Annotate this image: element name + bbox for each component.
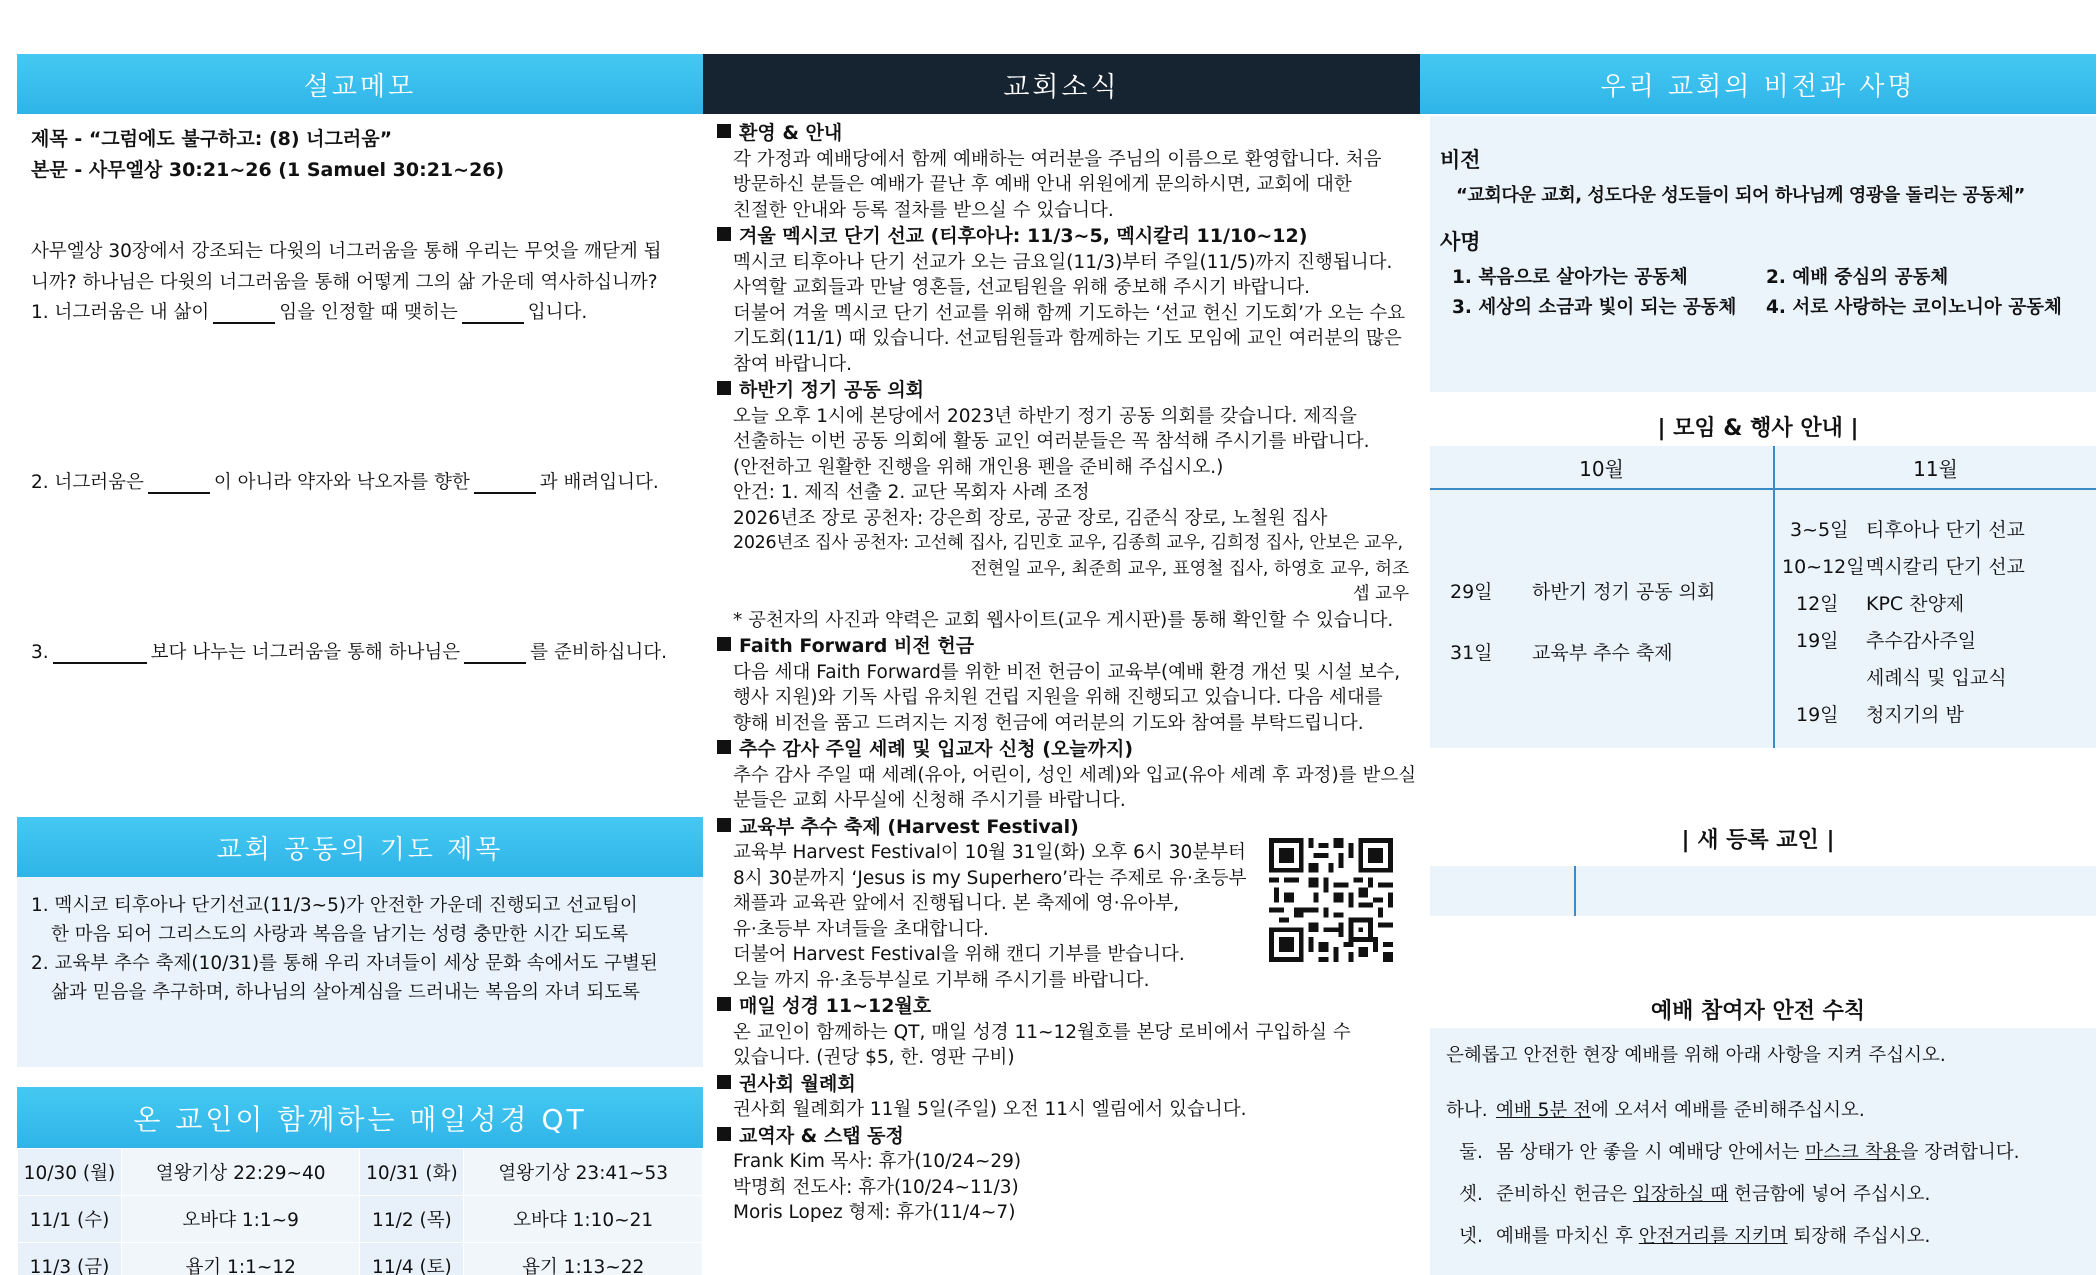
news-heading — [717, 121, 1417, 147]
news-line: 안건: 1. 제직 선출 2. 교단 목회자 사례 조정 — [733, 482, 1090, 503]
events-oct-header: 10월 — [1579, 456, 1624, 481]
qt-date: 11/4 (토) — [360, 1243, 464, 1275]
rule-emphasis: 마스크 착용 — [1805, 1142, 1901, 1163]
question-text: 1. 너그러움은 내 삶이 — [31, 302, 210, 323]
bullet-square-icon — [717, 740, 731, 754]
question-text: 보다 나누는 너그러움을 통해 하나님은 — [150, 642, 461, 663]
safety-rule — [1446, 1180, 1930, 1206]
event-text: 티후아나 단기 선교 — [1866, 519, 2025, 541]
question-text: 과 배려입니다. — [539, 472, 659, 493]
sermon-question-2 — [31, 468, 659, 494]
news-heading-text: 교육부 추수 축제 (Harvest Festival) — [739, 815, 1079, 838]
news-line: 참여 바랍니다. — [733, 353, 852, 375]
mission-item: 2. 예배 중심의 공동체 — [1766, 267, 1949, 288]
qt-date: 11/2 (목) — [360, 1196, 464, 1243]
qt-date: 11/1 (수) — [18, 1196, 122, 1243]
question-text: 이 아니라 약자와 낙오자를 향한 — [213, 472, 470, 493]
safety-intro: 은혜롭고 안전한 현장 예배를 위해 아래 사항을 지켜 주십시오. — [1446, 1045, 1946, 1066]
qt-passage: 열왕기상 23:41~53 — [464, 1149, 703, 1196]
new-members-table — [1430, 866, 2096, 916]
vision-header: 우리 교회의 비전과 사명 — [1420, 54, 2096, 114]
vision-label: 비전 — [1440, 148, 1481, 172]
news-line: 유·초등부 자녀들을 초대합니다. — [733, 918, 989, 940]
news-line: 방문하신 분들은 예배가 끝난 후 예배 안내 위원에게 문의하시면, 교회에 대한 — [733, 174, 1352, 195]
rule-text: 헌금함에 넣어 주십시오. — [1728, 1184, 1931, 1205]
bullet-square-icon — [717, 381, 731, 395]
news-heading — [717, 378, 1417, 404]
news-line: 2026년조 집사 공천자: 고선혜 집사, 김민호 교우, 김종희 교우, 김희정 집사, 안보은 교우, — [733, 533, 1403, 553]
bullet-square-icon — [717, 1127, 731, 1141]
news-line: 교육부 Harvest Festival이 10월 31일(화) 오후 6시 30분부터 — [733, 842, 1246, 863]
news-line: 채플과 교육관 앞에서 진행됩니다. 본 축제에 영·유아부, — [733, 893, 1180, 914]
events-divider — [1773, 446, 1775, 748]
events-nov-header: 11월 — [1913, 456, 1958, 481]
question-text: 입니다. — [527, 302, 588, 323]
mission-item: 4. 서로 사랑하는 코이노니아 공동체 — [1766, 297, 2062, 318]
sermon-scripture: 본문 - 사무엘상 30:21~26 (1 Samuel 30:21~26) — [31, 159, 505, 181]
news-line: 오늘 까지 유·초등부실로 기부해 주시기를 바랍니다. — [733, 969, 1150, 991]
bullet-square-icon — [717, 997, 731, 1011]
safety-title: 예배 참여자 안전 수칙 — [1650, 999, 1866, 1024]
mission-item: 3. 세상의 소금과 빛이 되는 공동체 — [1452, 297, 1737, 318]
rule-emphasis: 입장하실 때 — [1632, 1184, 1729, 1205]
news-line: 친절한 안내와 등록 절차를 받으실 수 있습니다. — [733, 199, 1114, 221]
prayer-line: 2. 교육부 추수 축제(10/31)를 통해 우리 자녀들이 세상 문화 속에서도 구별된 — [31, 953, 658, 974]
sermon-heading — [31, 124, 504, 186]
news-heading — [717, 815, 1417, 841]
prayer-line: 삶과 믿음을 추구하며, 하나님의 살아계심을 드러내는 복음의 자녀 되도록 — [51, 982, 641, 1003]
rule-emphasis: 예배 5분 전 — [1496, 1100, 1592, 1121]
prayer-header: 교회 공동의 기도 제목 — [17, 817, 703, 877]
news-column — [703, 54, 1420, 1223]
news-line: 기도회(11/1) 때 있습니다. 선교팀원들과 함께하는 기도 모임에 교인 여러분의 많은 — [733, 328, 1402, 349]
qt-passage: 욥기 1:13~22 — [464, 1243, 703, 1275]
table-row — [18, 1243, 703, 1275]
bullet-square-icon — [717, 818, 731, 832]
news-line: 더불어 Harvest Festival을 위해 캔디 기부를 받습니다. — [733, 944, 1185, 965]
event-day: 19일 — [1796, 704, 1839, 726]
news-line: (안전하고 원활한 진행을 위해 개인용 펜을 준비해 주십시오.) — [733, 456, 1224, 478]
vision-box — [1430, 116, 2096, 392]
news-line: 전현일 교우, 최준희 교우, 표영철 집사, 하영호 교우, 허조셉 교우 — [970, 558, 1409, 604]
mission-label: 사명 — [1440, 230, 1481, 254]
answer-blank[interactable] — [213, 304, 275, 324]
event-text: KPC 찬양제 — [1866, 593, 1965, 615]
news-line: 각 가정과 예배당에서 함께 예배하는 여러분을 주님의 이름으로 환영합니다. 처음 — [733, 148, 1382, 170]
event-day: 31일 — [1450, 642, 1493, 664]
mission-item: 1. 복음으로 살아가는 공동체 — [1452, 267, 1688, 288]
answer-blank[interactable] — [464, 644, 526, 664]
news-heading — [717, 1124, 1417, 1150]
rule-number: 하나. — [1446, 1100, 1488, 1121]
news-heading-text: 교역자 & 스탭 동정 — [739, 1124, 904, 1147]
news-heading-text: 하반기 정기 공동 의회 — [739, 379, 925, 401]
event-day: 19일 — [1796, 630, 1839, 652]
prayer-line: 한 마음 되어 그리스도의 사랑과 복음을 남기는 성령 충만한 시간 되도록 — [51, 924, 629, 945]
rule-text: 을 장려합니다. — [1900, 1142, 2020, 1163]
sermon-intro-line: 사무엘상 30장에서 강조되는 다윗의 너그러움을 통해 우리는 무엇을 깨닫게 됩 — [31, 241, 662, 262]
event-day: 12일 — [1796, 593, 1839, 615]
rule-text: 준비하신 헌금은 — [1496, 1184, 1633, 1205]
news-line: 8시 30분까지 ‘Jesus is my Superhero’라는 주제로 유·초등부 — [733, 867, 1247, 889]
news-line: 행사 지원)와 기독 사립 유치원 건립 지원을 위해 진행되고 있습니다. 다음 세대를 — [733, 687, 1383, 708]
prayer-line: 1. 멕시코 티후아나 단기선교(11/3~5)가 안전한 가운데 진행되고 선교팀이 — [31, 895, 638, 916]
rule-text: 퇴장해 주십시오. — [1787, 1226, 1931, 1247]
news-line: 선출하는 이번 공동 의회에 활동 교인 여러분들은 꼭 참석해 주시기를 바랍니다. — [733, 431, 1370, 452]
event-text: 청지기의 밤 — [1866, 704, 1964, 726]
news-heading-text: Faith Forward 비전 헌금 — [739, 635, 975, 657]
news-line: 멕시코 티후아나 단기 선교가 오는 금요일(11/3)부터 주일(11/5)까지 진행됩니다. — [733, 251, 1393, 273]
news-line: * 공천자의 사진과 약력은 교회 웹사이트(교우 게시판)를 통해 확인할 수 있습니다. — [733, 609, 1394, 631]
rule-emphasis: 안전거리를 지키며 — [1638, 1226, 1788, 1247]
news-line: Frank Kim 목사: 휴가(10/24~29) — [733, 1151, 1022, 1172]
qr-code-icon[interactable] — [1269, 838, 1393, 962]
event-text: 교육부 추수 축제 — [1532, 642, 1673, 664]
news-line: 있습니다. (권당 $5, 한. 영판 구비) — [733, 1047, 1015, 1068]
question-text: 2. 너그러움은 — [31, 472, 144, 493]
safety-rule — [1446, 1138, 2019, 1164]
rule-number: 넷. — [1459, 1226, 1483, 1247]
new-members-divider — [1574, 866, 1576, 916]
bullet-square-icon — [717, 1075, 731, 1089]
prayer-item — [31, 949, 701, 1007]
news-heading-text: 환영 & 안내 — [739, 122, 843, 144]
news-line: 추수 감사 주일 때 세례(유아, 어린이, 성인 세례)와 입교(유아 세례 후 과정)를 받으실 — [733, 764, 1417, 786]
news-list — [717, 120, 1417, 1226]
news-line: 사역할 교회들과 만날 영혼들, 선교팀원을 위해 중보해 주시기 바랍니다. — [733, 277, 1311, 298]
sermon-question-1 — [31, 298, 587, 324]
qt-table — [17, 1148, 703, 1275]
events-table — [1430, 446, 2096, 748]
news-line: 권사회 월례회가 11월 5일(주일) 오전 11시 엘림에서 있습니다. — [733, 1099, 1247, 1120]
news-heading — [717, 737, 1417, 763]
church-news-header: 교회소식 — [703, 54, 1420, 114]
rule-text: 에 오셔서 예배를 준비해주십시오. — [1591, 1100, 1865, 1121]
news-heading — [717, 634, 1417, 660]
news-heading-text: 권사회 월례회 — [739, 1072, 856, 1095]
prayer-item — [31, 891, 701, 949]
event-day: 29일 — [1450, 581, 1493, 603]
vision-statement: “교회다운 교회, 성도다운 성도들이 되어 하나님께 영광을 돌리는 공동체” — [1456, 185, 2025, 206]
events-divider — [1430, 488, 2096, 490]
sermon-intro — [31, 236, 701, 298]
bullet-square-icon — [717, 637, 731, 651]
event-text: 멕시칼리 단기 선교 — [1866, 556, 2025, 578]
news-heading-text: 매일 성경 11~12월호 — [739, 995, 932, 1017]
news-line: 오늘 오후 1시에 본당에서 2023년 하반기 정기 공동 의회를 갖습니다. 제직을 — [733, 405, 1357, 427]
answer-blank[interactable] — [474, 474, 536, 494]
qt-passage: 욥기 1:1~12 — [121, 1243, 360, 1275]
bullet-square-icon — [717, 124, 731, 138]
news-line: 온 교인이 함께하는 QT, 매일 성경 11~12월호를 본당 로비에서 구입하실 수 — [733, 1021, 1351, 1043]
event-text: 하반기 정기 공동 의회 — [1532, 581, 1716, 603]
news-line: 더불어 겨울 멕시코 단기 선교를 위해 함께 기도하는 ‘선교 헌신 기도회’가 오는 수요 — [733, 302, 1406, 324]
news-heading — [717, 224, 1417, 250]
question-text: 를 준비하십니다. — [530, 642, 667, 663]
news-heading-text: 겨울 멕시코 단기 선교 (티후아나: 11/3~5, 멕시칼리 11/10~12) — [739, 225, 1308, 247]
answer-blank[interactable] — [148, 474, 210, 494]
events-title: | 모임 & 행사 안내 | — [1657, 416, 1859, 441]
news-line: 향해 비전을 품고 드려지는 지정 헌금에 여러분의 기도와 참여를 부탁드립니다. — [733, 712, 1364, 734]
qt-date: 11/3 (금) — [18, 1243, 122, 1275]
safety-rule — [1446, 1222, 1930, 1248]
answer-blank[interactable] — [462, 304, 524, 324]
news-heading — [717, 1072, 1417, 1098]
sermon-question-3 — [31, 638, 667, 664]
sermon-intro-line: 니까? 하나님은 다윗의 너그러움을 통해 어떻게 그의 삶 가운데 역사하십니까? — [31, 272, 658, 293]
answer-blank[interactable] — [53, 644, 147, 664]
new-members-title: | 새 등록 교인 | — [1681, 828, 1835, 853]
rule-number: 셋. — [1459, 1184, 1483, 1205]
qt-header: 온 교인이 함께하는 매일성경 QT — [17, 1087, 703, 1148]
news-line: 2026년조 장로 공천자: 강은희 장로, 공균 장로, 김준식 장로, 노철원 집사 — [733, 507, 1328, 529]
news-line: 박명희 전도사: 휴가(10/24~11/3) — [733, 1176, 1019, 1198]
event-text: 추수감사주일 — [1866, 630, 1977, 652]
qt-passage: 오바댜 1:1~9 — [121, 1196, 360, 1243]
rule-text: 몸 상태가 안 좋을 시 예배당 안에서는 — [1496, 1142, 1806, 1163]
sermon-column — [17, 54, 703, 1275]
event-text: 세례식 및 입교식 — [1866, 667, 2007, 689]
question-text: 임을 인정할 때 맺히는 — [279, 302, 458, 323]
event-day: 3~5일 — [1790, 519, 1849, 541]
qt-passage: 오바댜 1:10~21 — [464, 1196, 703, 1243]
table-row — [18, 1149, 703, 1196]
question-text: 3. — [31, 642, 49, 663]
news-heading — [717, 994, 1417, 1020]
safety-rule — [1446, 1096, 1865, 1122]
news-line: Moris Lopez 형제: 휴가(11/4~7) — [733, 1202, 1016, 1223]
qt-date: 10/31 (화) — [360, 1149, 464, 1196]
sermon-title: 제목 - “그럼에도 불구하고: (8) 너그러움” — [31, 128, 393, 150]
bullet-square-icon — [717, 227, 731, 241]
qt-passage: 열왕기상 22:29~40 — [121, 1149, 360, 1196]
event-day: 10~12일 — [1782, 556, 1865, 578]
vision-column — [1420, 54, 2096, 1247]
news-line: 다음 세대 Faith Forward를 위한 비전 헌금이 교육부(예배 환경 개선 및 시설 보수, — [733, 661, 1401, 683]
qt-date: 10/30 (월) — [18, 1149, 122, 1196]
sermon-memo-header: 설교메모 — [17, 54, 703, 114]
news-heading-text: 추수 감사 주일 세례 및 입교자 신청 (오늘까지) — [739, 738, 1134, 760]
table-row — [18, 1196, 703, 1243]
prayer-list — [31, 891, 701, 1007]
rule-text: 예배를 마치신 후 — [1496, 1226, 1639, 1247]
rule-number: 둘. — [1459, 1142, 1483, 1163]
news-line: 분들은 교회 사무실에 신청해 주시기를 바랍니다. — [733, 790, 1126, 811]
